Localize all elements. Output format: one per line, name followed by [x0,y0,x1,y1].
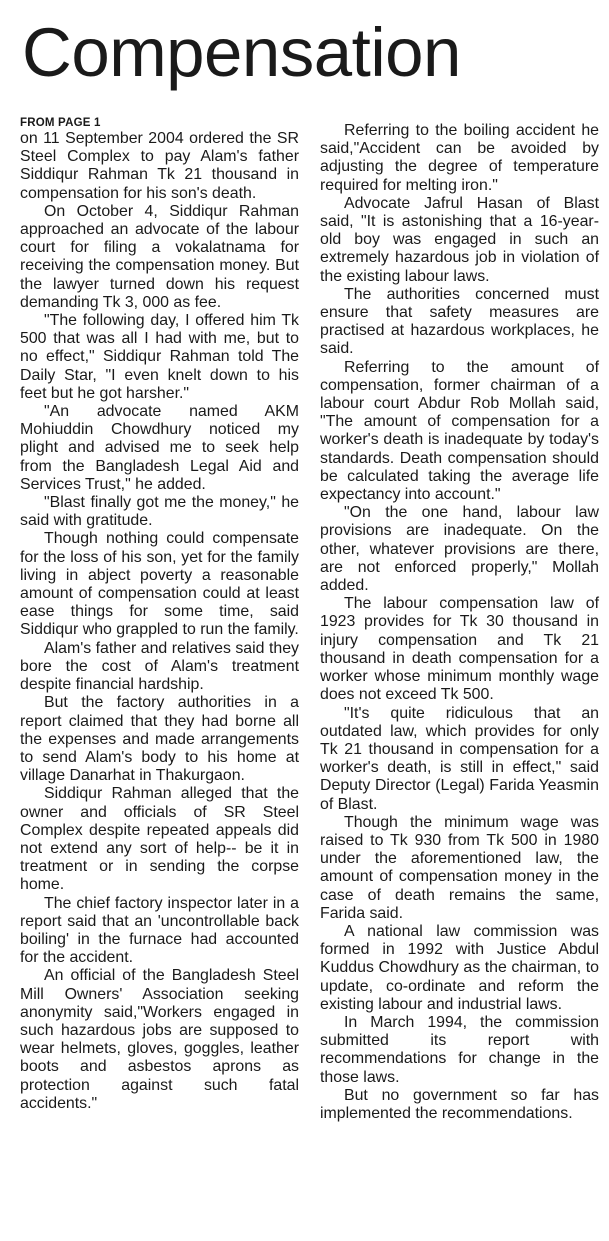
left-column [20,116,299,1113]
paragraph: "The following day, I offered him Tk 500 that was all I had with me, but to no effect," Siddiqur Rahman told The Daily Star, "I even knelt down to his feet but he got harsher." [20,312,299,402]
paragraph: But the factory authorities in a report claimed that they had borne all the expenses and made arrangements to send Alam's body to his home at village Danarhat in Thakurgaon. [20,694,299,785]
paragraph: "On the one hand, labour law provisions are inadequate. On the other, whatever provisions are there, are not enforced properly," Mollah added. [320,504,599,595]
paragraph: A national law commission was formed in 1992 with Justice Abdul Kuddus Chowdhury as the chairman, to update, co-ordinate and reform the existing labour and industrial laws. [320,922,599,1013]
paragraph: Though the minimum wage was raised to Tk 930 from Tk 500 in 1980 under the aforementioned law, the amount of compensation money in the case of death remains the same, Farida said. [320,813,599,922]
paragraph: "It's quite ridiculous that an outdated law, which provides for only Tk 21 thousand in compensation for a worker's death, is still in effect," said Deputy Director (Legal) Farida Yeasmin of Blast. [320,704,599,813]
paragraph: The labour compensation law of 1923 provides for Tk 30 thousand in injury compensation and Tk 21 thousand in death compensation for a worker whose minimum monthly wage does not exceed Tk 500. [320,595,599,704]
paragraph: "An advocate named AKM Mohiuddin Chowdhury noticed my plight and advised me to seek help from the Bangladesh Legal Aid and Services Trust," he added. [20,403,299,493]
headline: Compensation [22,14,461,91]
paragraph: In March 1994, the commission submitted its report with recommendations for change in the those laws. [320,1013,599,1086]
paragraph: But no government so far has implemented the recommendations. [320,1086,599,1122]
paragraph: Referring to the boiling accident he said,"Accident can be avoided by adjusting the degree of temperature required for melting iron." [320,122,599,194]
paragraph: The authorities concerned must ensure that safety measures are practised at hazardous workplaces, he said. [320,285,599,358]
paragraph: Advocate Jafrul Hasan of Blast said, "It is astonishing that a 16-year-old boy was engaged in such an extremely hazardous job in violation of the existing labour laws. [320,194,599,285]
kicker: FROM PAGE 1 [20,117,101,129]
paragraph: On October 4, Siddiqur Rahman approached an advocate of the labour court for filing a vokalatnama for receiving the compensation money. But the lawyer turned down his request demanding Tk 3, 000 as fee. [20,202,299,311]
paragraph: on 11 September 2004 ordered the SR Steel Complex to pay Alam's father Siddiqur Rahman Tk 21 thousand in compensation for his son's death. [20,130,299,202]
paragraph: Referring to the amount of compensation, former chairman of a labour court Abdur Rob Mollah said, "The amount of compensation for a worker's death is inadequate by today's standards. Death compensation should be calculated taking the average life expectancy into account." [320,358,599,504]
paragraph: An official of the Bangladesh Steel Mill Owners' Association seeking anonymity said,"Workers engaged in such hazardous jobs are supposed to wear helmets, gloves, goggles, leather boots and asbestos aprons as protection against such fatal accidents." [20,967,299,1112]
paragraph: Alam's father and relatives said they bore the cost of Alam's treatment despite financial hardship. [20,639,299,694]
paragraph: Though nothing could compensate for the loss of his son, yet for the family living in abject poverty a reasonable amount of compensation could at least ease things for some time, said Siddiqur who grappled to run the family. [20,530,299,639]
paragraph: Siddiqur Rahman alleged that the owner and officials of SR Steel Complex despite repeated appeals did not extend any sort of help-- be it in treatment or in sending the corpse home. [20,785,299,894]
paragraph: The chief factory inspector later in a report said that an 'uncontrollable back boiling' in the furnace had accounted for the accident. [20,894,299,967]
right-column [320,122,599,1123]
paragraph: "Blast finally got me the money," he said with gratitude. [20,494,299,530]
